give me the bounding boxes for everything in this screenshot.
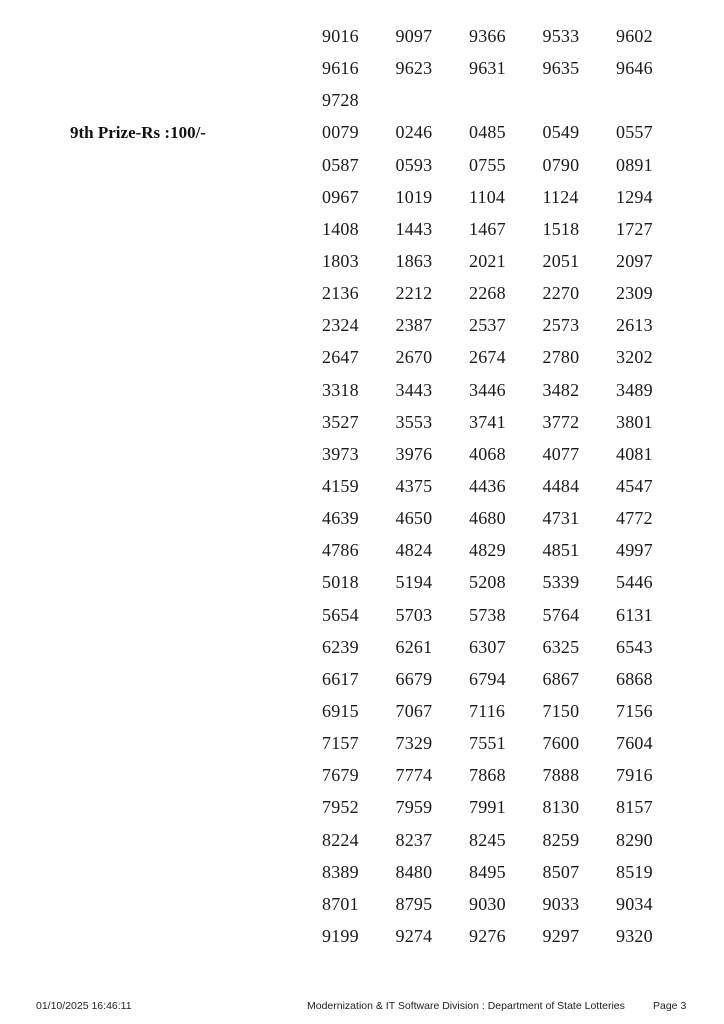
winning-number: 7888 xyxy=(542,765,580,786)
winning-number: 1294 xyxy=(616,186,653,207)
winning-number: 2051 xyxy=(542,251,580,272)
number-row xyxy=(322,116,690,148)
winning-number: 3976 xyxy=(395,443,433,464)
number-row xyxy=(322,920,690,952)
winning-number: 7959 xyxy=(395,797,433,818)
winning-number: 6867 xyxy=(542,668,580,689)
winning-number: 7952 xyxy=(322,797,359,818)
winning-number: 8701 xyxy=(322,893,359,914)
winning-number: 9623 xyxy=(395,58,433,79)
winning-number: 9297 xyxy=(542,926,580,946)
winning-number: 1803 xyxy=(322,251,359,272)
winning-number: 0485 xyxy=(469,122,506,143)
winning-number: 9199 xyxy=(322,926,359,946)
winning-number: 4436 xyxy=(469,476,506,497)
number-row xyxy=(322,149,690,181)
winning-number: 2136 xyxy=(322,283,359,304)
winning-number: 7600 xyxy=(542,733,580,754)
winning-number: 4068 xyxy=(469,443,506,464)
winning-number: 4997 xyxy=(616,540,653,561)
number-row xyxy=(322,20,690,52)
winning-number: 7774 xyxy=(395,765,433,786)
winning-number: 8495 xyxy=(469,861,506,882)
winning-number: 9274 xyxy=(395,926,433,946)
number-row xyxy=(322,759,690,791)
winning-number: 3443 xyxy=(395,379,433,400)
number-row xyxy=(322,663,690,695)
winning-number: 6868 xyxy=(616,668,653,689)
winning-number: 4680 xyxy=(469,508,506,529)
winning-number: 0755 xyxy=(469,154,506,175)
winning-number: 4851 xyxy=(542,540,580,561)
winning-number: 8480 xyxy=(395,861,433,882)
winning-number: 6261 xyxy=(395,636,433,657)
winning-number: 2670 xyxy=(395,347,433,368)
number-row xyxy=(322,824,690,856)
winning-number: 9276 xyxy=(469,926,506,946)
winning-number: 2537 xyxy=(469,315,506,336)
number-row xyxy=(322,309,690,341)
winning-number: 2613 xyxy=(616,315,653,336)
winning-number: 3202 xyxy=(616,347,653,368)
number-row xyxy=(322,406,690,438)
footer-page-number: Page 3 xyxy=(653,1000,687,1012)
winning-number: 2021 xyxy=(469,251,506,272)
winning-number: 8389 xyxy=(322,861,359,882)
winning-number: 2309 xyxy=(616,283,653,304)
page-footer xyxy=(0,1000,724,1016)
winning-number: 9034 xyxy=(616,893,653,914)
number-row xyxy=(322,566,690,598)
winning-number: 9533 xyxy=(542,26,580,47)
winning-number: 3446 xyxy=(469,379,506,400)
number-row xyxy=(322,470,690,502)
winning-number: 2268 xyxy=(469,283,506,304)
winning-number: 3772 xyxy=(542,411,580,432)
winning-number: 8157 xyxy=(616,797,653,818)
winning-number: 9616 xyxy=(322,58,359,79)
winning-number: 4650 xyxy=(395,508,433,529)
number-row xyxy=(322,374,690,406)
winning-number: 4731 xyxy=(542,508,580,529)
winning-number: 7679 xyxy=(322,765,359,786)
winning-number: 2324 xyxy=(322,315,359,336)
winning-number: 8224 xyxy=(322,829,359,850)
winning-number: 5194 xyxy=(395,572,433,593)
winning-number: 0967 xyxy=(322,186,359,207)
winning-number: 0549 xyxy=(542,122,580,143)
winning-number: 6307 xyxy=(469,636,506,657)
winning-number: 9602 xyxy=(616,26,653,47)
winning-number: 7916 xyxy=(616,765,653,786)
winning-number: 6915 xyxy=(322,701,359,722)
winning-number: 9631 xyxy=(469,58,506,79)
winning-number: 3527 xyxy=(322,411,359,432)
winning-number: 3482 xyxy=(542,379,580,400)
number-row xyxy=(322,502,690,534)
winning-number: 6679 xyxy=(395,668,433,689)
winning-number: 4484 xyxy=(542,476,580,497)
winning-number: 7116 xyxy=(469,701,506,722)
winning-number: 7604 xyxy=(616,733,653,754)
winning-number: 2573 xyxy=(542,315,580,336)
number-row xyxy=(322,599,690,631)
number-row xyxy=(322,181,690,213)
number-row xyxy=(322,856,690,888)
winning-number: 2674 xyxy=(469,347,506,368)
winning-number: 7067 xyxy=(395,701,433,722)
winning-number: 7868 xyxy=(469,765,506,786)
winning-number: 8237 xyxy=(395,829,433,850)
winning-number: 2387 xyxy=(395,315,433,336)
winning-number: 6131 xyxy=(616,604,653,625)
winning-number: 8519 xyxy=(616,861,653,882)
winning-number: 0587 xyxy=(322,154,359,175)
winning-number: 3801 xyxy=(616,411,653,432)
winning-number: 8130 xyxy=(542,797,580,818)
winning-number: 4824 xyxy=(395,540,433,561)
winning-number: 5738 xyxy=(469,604,506,625)
number-row xyxy=(322,727,690,759)
winning-number: 1124 xyxy=(542,186,579,207)
winning-number: 4375 xyxy=(395,476,433,497)
winning-number: 8507 xyxy=(542,861,580,882)
footer-division-text: Modernization & IT Software Division : Department of State Lotteries xyxy=(307,1000,625,1012)
number-grid xyxy=(322,20,690,952)
winning-number: 3318 xyxy=(322,379,359,400)
winning-number: 4081 xyxy=(616,443,653,464)
winning-number: 3741 xyxy=(469,411,506,432)
winning-number: 8290 xyxy=(616,829,653,850)
winning-number: 2270 xyxy=(542,283,580,304)
footer-timestamp: 01/10/2025 16:46:11 xyxy=(36,1000,132,1012)
winning-number: 5339 xyxy=(542,572,580,593)
winning-number: 7150 xyxy=(542,701,580,722)
number-row xyxy=(322,791,690,823)
winning-number: 5446 xyxy=(616,572,653,593)
winning-number: 1104 xyxy=(469,186,506,207)
winning-number: 2780 xyxy=(542,347,580,368)
winning-number: 6543 xyxy=(616,636,653,657)
winning-number: 7991 xyxy=(469,797,506,818)
winning-number: 1019 xyxy=(395,186,433,207)
number-row xyxy=(322,245,690,277)
winning-number: 4077 xyxy=(542,443,580,464)
winning-number: 7157 xyxy=(322,733,359,754)
winning-number: 9033 xyxy=(542,893,580,914)
winning-number: 0891 xyxy=(616,154,653,175)
number-row xyxy=(322,213,690,245)
winning-number: 4639 xyxy=(322,508,359,529)
number-row xyxy=(322,341,690,373)
winning-number: 5703 xyxy=(395,604,433,625)
winning-number: 0593 xyxy=(395,154,433,175)
winning-number: 3973 xyxy=(322,443,359,464)
number-row xyxy=(322,438,690,470)
winning-number: 4159 xyxy=(322,476,359,497)
winning-number: 7551 xyxy=(469,733,506,754)
winning-number: 4786 xyxy=(322,540,359,561)
winning-number: 9635 xyxy=(542,58,580,79)
winning-number: 1467 xyxy=(469,218,506,239)
winning-number: 2647 xyxy=(322,347,359,368)
winning-number: 9646 xyxy=(616,58,653,79)
ninth-prize-label: 9th Prize-Rs :100/- xyxy=(70,123,206,142)
number-row xyxy=(322,52,690,84)
winning-number: 1408 xyxy=(322,218,359,239)
winning-number: 5654 xyxy=(322,604,359,625)
winning-number: 9030 xyxy=(469,893,506,914)
winning-number: 1518 xyxy=(542,218,580,239)
number-row xyxy=(322,888,690,920)
winning-number: 5764 xyxy=(542,604,580,625)
winning-number: 0557 xyxy=(616,122,653,143)
winning-number: 4829 xyxy=(469,540,506,561)
winning-number: 6617 xyxy=(322,668,359,689)
winning-number: 6325 xyxy=(542,636,580,657)
winning-number: 1863 xyxy=(395,251,433,272)
winning-number: 9016 xyxy=(322,26,359,47)
winning-number: 9097 xyxy=(395,26,433,47)
number-row xyxy=(322,534,690,566)
winning-number: 2097 xyxy=(616,251,653,272)
winning-number: 0079 xyxy=(322,122,359,143)
winning-number: 2212 xyxy=(395,283,433,304)
winning-number: 6239 xyxy=(322,636,359,657)
winning-number: 8259 xyxy=(542,829,580,850)
winning-number: 8245 xyxy=(469,829,506,850)
winning-number: 0246 xyxy=(395,122,433,143)
winning-number: 8795 xyxy=(395,893,433,914)
winning-number: 0790 xyxy=(542,154,580,175)
winning-number: 1443 xyxy=(395,218,433,239)
winning-number: 7156 xyxy=(616,701,653,722)
winning-number: 4772 xyxy=(616,508,653,529)
winning-number: 4547 xyxy=(616,476,653,497)
winning-number: 9728 xyxy=(322,90,359,111)
winning-number: 3553 xyxy=(395,411,433,432)
winning-number: 5018 xyxy=(322,572,359,593)
winning-number: 9320 xyxy=(616,926,653,946)
winning-number: 1727 xyxy=(616,218,653,239)
winning-number: 6794 xyxy=(469,668,506,689)
number-row xyxy=(322,695,690,727)
winning-number: 5208 xyxy=(469,572,506,593)
winning-number: 9366 xyxy=(469,26,506,47)
winning-number: 3489 xyxy=(616,379,653,400)
number-row xyxy=(322,631,690,663)
winning-number: 7329 xyxy=(395,733,433,754)
number-row xyxy=(322,84,690,116)
number-row xyxy=(322,277,690,309)
